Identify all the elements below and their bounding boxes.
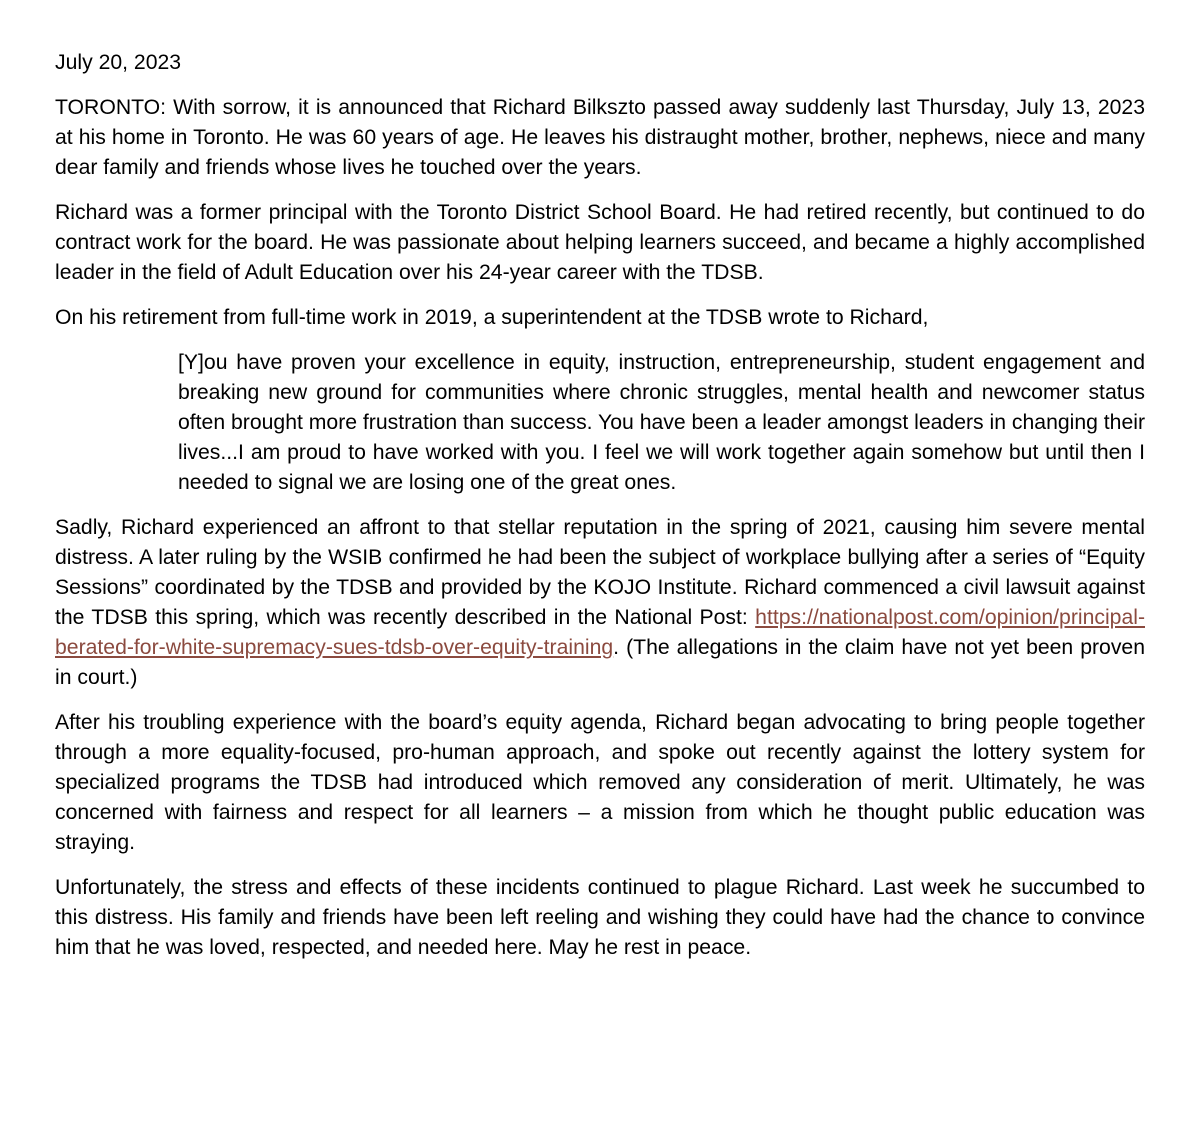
- national-post-link[interactable]: https://nationalpost.com/opinion/principal-berated-for-white-supremacy-sues-tdsb-over-equity-training: [55, 606, 1145, 659]
- document-date: July 20, 2023: [55, 51, 182, 74]
- lawsuit-text-after-link: . (The allegations in the claim have not yet been proven in court.): [55, 636, 1145, 689]
- paragraph-lawsuit: [55, 513, 1145, 693]
- paragraph-advocacy: After his troubling experience with the board’s equity agenda, Richard began advocating to bring people together through a more equality-focused, pro-human approach, and spoke out recently against the lottery system for specialized programs the TDSB had introduced which removed any consideration of merit. Ultimately, he was concerned with fairness and respect for all learners – a mission from which he thought public education was straying.: [55, 711, 1145, 854]
- obituary-document: [55, 48, 1145, 978]
- paragraph-announcement: TORONTO: With sorrow, it is announced that Richard Bilkszto passed away suddenly last Thursday, July 13, 2023 at his home in Toronto. He was 60 years of age. He leaves his distraught mother, brother, nephews, niece and many dear family and friends whose lives he touched over the years.: [55, 96, 1145, 179]
- superintendent-quote: [Y]ou have proven your excellence in equity, instruction, entrepreneurship, student engagement and breaking new ground for communities where chronic struggles, mental health and newcomer status often brought more frustration than success. You have been a leader amongst leaders in changing their lives...I am proud to have worked with you. I feel we will work together again somehow but until then I needed to signal we are losing one of the great ones.: [178, 351, 1146, 494]
- paragraph-retirement: On his retirement from full-time work in 2019, a superintendent at the TDSB wrote to Richard,: [55, 306, 929, 329]
- lawsuit-text: Sadly, Richard experienced an affront to that stellar reputation in the spring of 2021, causing him severe mental distress. A later ruling by the WSIB confirmed he had been the subject of workplace bullying after a series of “Equity Sessions” coordinated by the TDSB and provided by the KOJO Institute. Richard commenced a civil lawsuit against the TDSB this spring, which was recently described in the National Post:: [55, 516, 1145, 629]
- paragraph-career: Richard was a former principal with the Toronto District School Board. He had retired recently, but continued to do contract work for the board. He was passionate about helping learners succeed, and became a highly accomplished leader in the field of Adult Education over his 24-year career with the TDSB.: [55, 201, 1145, 284]
- paragraph-closing: Unfortunately, the stress and effects of these incidents continued to plague Richard. Last week he succumbed to this distress. His family and friends have been left reeling and wishing they could have had the chance to convince him that he was loved, respected, and needed here. May he rest in peace.: [55, 876, 1145, 959]
